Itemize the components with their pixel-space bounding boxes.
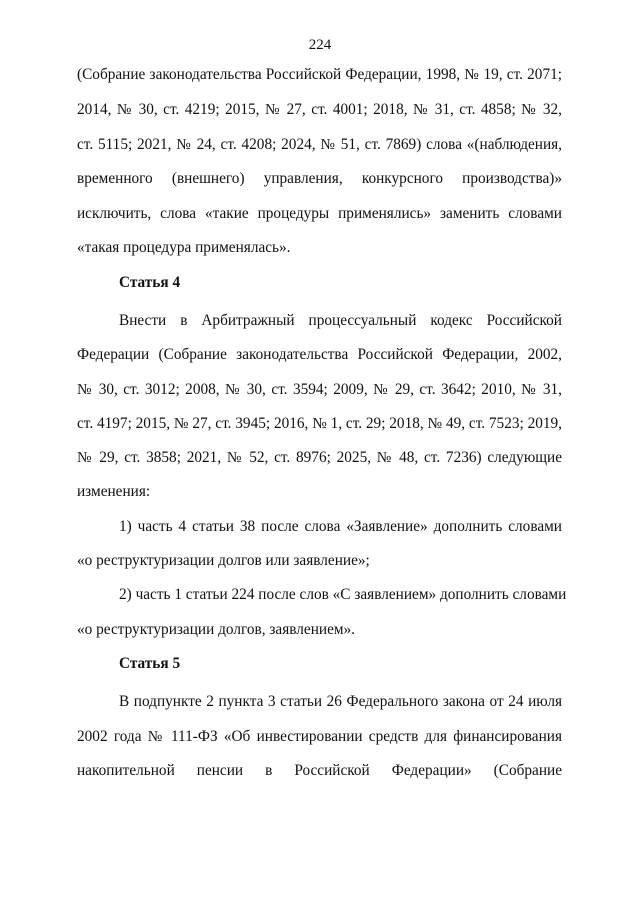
text-line: изменения: (77, 483, 151, 500)
text-line: № 29, ст. 3858; 2021, № 52, ст. 8976; 2025, № 48, ст. 7236) следующие (77, 449, 562, 466)
text-line: 2014, № 30, ст. 4219; 2015, № 27, ст. 4001; 2018, № 31, ст. 4858; № 32, (77, 101, 562, 118)
text-line: Федерации (Собрание законодательства Российской Федерации, 2002, (77, 346, 562, 363)
text-line: 2) часть 1 статьи 224 после слов «С заявлением» дополнить словами (119, 586, 567, 603)
page-number: 224 (308, 37, 332, 53)
text-line: накопительной пенсии в Российской Федерации» (Собрание (77, 762, 562, 779)
text-line: ст. 4197; 2015, № 27, ст. 3945; 2016, № 1, ст. 29; 2018, № 49, ст. 7523; 2019, (77, 415, 562, 432)
text-line: (Собрание законодательства Российской Федерации, 1998, № 19, ст. 2071; (77, 66, 562, 83)
text-line: ст. 5115; 2021, № 24, ст. 4208; 2024, № 51, ст. 7869) слова «(наблюдения, (77, 136, 562, 153)
text-line: временного (внешнего) управления, конкурсного производства)» (77, 170, 562, 187)
text-line: «о реструктуризации долгов, заявлением». (77, 621, 356, 638)
text-line: № 30, ст. 3012; 2008, № 30, ст. 3594; 2009, № 29, ст. 3642; 2010, № 31, (77, 381, 562, 398)
text-line: 1) часть 4 статьи 38 после слова «Заявление» дополнить словами (119, 518, 562, 535)
text-line: исключить, слова «такие процедуры применялись» заменить словами (77, 205, 562, 222)
article-heading: Статья 4 (119, 274, 181, 291)
text-line: 2002 года № 111-ФЗ «Об инвестировании средств для финансирования (77, 728, 562, 745)
text-line: Внести в Арбитражный процессуальный кодекс Российской (119, 312, 562, 329)
text-line: В подпункте 2 пункта 3 статьи 26 Федерального закона от 24 июля (119, 693, 562, 710)
article-heading: Статья 5 (119, 655, 181, 672)
text-line: «о реструктуризации долгов или заявление»; (77, 552, 370, 569)
text-line: «такая процедура применялась». (77, 239, 291, 256)
